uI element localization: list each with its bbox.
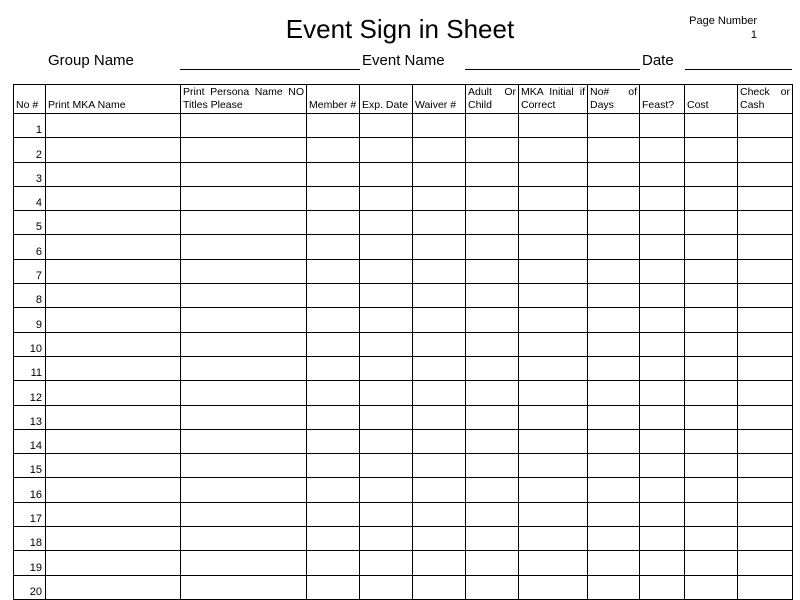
entry-cell[interactable] <box>466 114 519 138</box>
entry-cell[interactable] <box>738 332 793 356</box>
entry-cell[interactable] <box>466 454 519 478</box>
row-number: 18 <box>14 527 46 551</box>
entry-cell[interactable] <box>46 259 181 283</box>
entry-cell[interactable] <box>738 235 793 259</box>
table-row <box>14 235 793 259</box>
column-header: MKA Initial if Correct <box>519 85 588 114</box>
entry-cell[interactable] <box>46 211 181 235</box>
table-row <box>14 478 793 502</box>
entry-cell[interactable] <box>588 332 640 356</box>
entry-cell[interactable] <box>360 138 413 162</box>
entry-cell[interactable] <box>466 478 519 502</box>
entry-cell[interactable] <box>307 332 360 356</box>
entry-cell[interactable] <box>519 381 588 405</box>
entry-cell[interactable] <box>307 527 360 551</box>
event-name-label: Event Name <box>362 52 445 69</box>
table-row <box>14 527 793 551</box>
entry-cell[interactable] <box>588 502 640 526</box>
table-row <box>14 429 793 453</box>
column-header: No# of Days <box>588 85 640 114</box>
table-row <box>14 186 793 210</box>
row-number: 2 <box>14 138 46 162</box>
entry-cell[interactable] <box>685 478 738 502</box>
entry-cell[interactable] <box>413 356 466 380</box>
row-number: 11 <box>14 356 46 380</box>
entry-cell[interactable] <box>588 114 640 138</box>
entry-cell[interactable] <box>360 429 413 453</box>
entry-cell[interactable] <box>181 429 307 453</box>
row-number: 8 <box>14 284 46 308</box>
entry-cell[interactable] <box>181 186 307 210</box>
entry-cell[interactable] <box>466 259 519 283</box>
entry-cell[interactable] <box>413 308 466 332</box>
entry-cell[interactable] <box>360 186 413 210</box>
entry-cell[interactable] <box>588 308 640 332</box>
entry-cell[interactable] <box>46 454 181 478</box>
entry-cell[interactable] <box>466 211 519 235</box>
entry-cell[interactable] <box>360 284 413 308</box>
entry-cell[interactable] <box>588 575 640 599</box>
entry-cell[interactable] <box>413 211 466 235</box>
entry-cell[interactable] <box>360 356 413 380</box>
entry-cell[interactable] <box>685 162 738 186</box>
entry-cell[interactable] <box>685 186 738 210</box>
entry-cell[interactable] <box>307 551 360 575</box>
column-header: Exp. Date <box>360 85 413 114</box>
entry-cell[interactable] <box>738 162 793 186</box>
entry-cell[interactable] <box>307 211 360 235</box>
entry-cell[interactable] <box>181 454 307 478</box>
page-number-block <box>689 14 757 42</box>
entry-cell[interactable] <box>46 308 181 332</box>
row-number: 6 <box>14 235 46 259</box>
entry-cell[interactable] <box>46 162 181 186</box>
entry-cell[interactable] <box>685 356 738 380</box>
entry-cell[interactable] <box>640 454 685 478</box>
entry-cell[interactable] <box>519 575 588 599</box>
entry-cell[interactable] <box>466 186 519 210</box>
row-number: 10 <box>14 332 46 356</box>
entry-cell[interactable] <box>46 429 181 453</box>
entry-cell[interactable] <box>360 454 413 478</box>
entry-cell[interactable] <box>640 211 685 235</box>
column-header: Waiver # <box>413 85 466 114</box>
entry-cell[interactable] <box>738 575 793 599</box>
entry-cell[interactable] <box>46 502 181 526</box>
entry-cell[interactable] <box>519 162 588 186</box>
entry-cell[interactable] <box>46 405 181 429</box>
entry-cell[interactable] <box>738 211 793 235</box>
column-header: Print Persona Name NO Titles Please <box>181 85 307 114</box>
entry-cell[interactable] <box>360 235 413 259</box>
entry-cell[interactable] <box>466 162 519 186</box>
row-number: 1 <box>14 114 46 138</box>
entry-cell[interactable] <box>181 284 307 308</box>
entry-cell[interactable] <box>519 308 588 332</box>
entry-cell[interactable] <box>738 259 793 283</box>
table-header-row <box>14 85 793 114</box>
entry-cell[interactable] <box>640 259 685 283</box>
entry-cell[interactable] <box>413 284 466 308</box>
table-row <box>14 284 793 308</box>
row-number: 12 <box>14 381 46 405</box>
entry-cell[interactable] <box>307 478 360 502</box>
entry-cell[interactable] <box>588 551 640 575</box>
event-info-row <box>0 50 800 74</box>
row-number: 9 <box>14 308 46 332</box>
entry-cell[interactable] <box>413 527 466 551</box>
entry-cell[interactable] <box>685 138 738 162</box>
date-field[interactable] <box>685 69 792 70</box>
entry-cell[interactable] <box>685 381 738 405</box>
entry-cell[interactable] <box>46 114 181 138</box>
entry-cell[interactable] <box>640 308 685 332</box>
row-number: 17 <box>14 502 46 526</box>
entry-cell[interactable] <box>181 308 307 332</box>
row-number: 13 <box>14 405 46 429</box>
entry-cell[interactable] <box>738 502 793 526</box>
entry-cell[interactable] <box>588 259 640 283</box>
entry-cell[interactable] <box>466 502 519 526</box>
entry-cell[interactable] <box>685 405 738 429</box>
entry-cell[interactable] <box>181 405 307 429</box>
entry-cell[interactable] <box>466 235 519 259</box>
table-row <box>14 211 793 235</box>
entry-cell[interactable] <box>685 551 738 575</box>
entry-cell[interactable] <box>519 478 588 502</box>
entry-cell[interactable] <box>181 114 307 138</box>
entry-cell[interactable] <box>738 356 793 380</box>
entry-cell[interactable] <box>46 138 181 162</box>
column-header: No # <box>14 85 46 114</box>
entry-cell[interactable] <box>307 138 360 162</box>
entry-cell[interactable] <box>738 478 793 502</box>
entry-cell[interactable] <box>466 308 519 332</box>
entry-cell[interactable] <box>360 551 413 575</box>
entry-cell[interactable] <box>181 235 307 259</box>
row-number: 7 <box>14 259 46 283</box>
entry-cell[interactable] <box>640 235 685 259</box>
row-number: 3 <box>14 162 46 186</box>
table-row <box>14 502 793 526</box>
entry-cell[interactable] <box>360 575 413 599</box>
entry-cell[interactable] <box>46 235 181 259</box>
entry-cell[interactable] <box>640 405 685 429</box>
entry-cell[interactable] <box>181 502 307 526</box>
table-row <box>14 454 793 478</box>
entry-cell[interactable] <box>685 114 738 138</box>
entry-cell[interactable] <box>685 429 738 453</box>
entry-cell[interactable] <box>46 332 181 356</box>
entry-cell[interactable] <box>738 186 793 210</box>
entry-cell[interactable] <box>588 186 640 210</box>
entry-cell[interactable] <box>307 308 360 332</box>
entry-cell[interactable] <box>307 162 360 186</box>
entry-cell[interactable] <box>307 186 360 210</box>
entry-cell[interactable] <box>519 454 588 478</box>
entry-cell[interactable] <box>738 429 793 453</box>
entry-cell[interactable] <box>640 381 685 405</box>
entry-cell[interactable] <box>46 551 181 575</box>
column-header: Check or Cash <box>738 85 793 114</box>
entry-cell[interactable] <box>640 114 685 138</box>
entry-cell[interactable] <box>360 502 413 526</box>
column-header: Cost <box>685 85 738 114</box>
entry-cell[interactable] <box>46 356 181 380</box>
entry-cell[interactable] <box>413 551 466 575</box>
entry-cell[interactable] <box>466 332 519 356</box>
entry-cell[interactable] <box>360 527 413 551</box>
entry-cell[interactable] <box>413 502 466 526</box>
entry-cell[interactable] <box>360 478 413 502</box>
entry-cell[interactable] <box>360 308 413 332</box>
entry-cell[interactable] <box>519 332 588 356</box>
entry-cell[interactable] <box>46 186 181 210</box>
entry-cell[interactable] <box>588 284 640 308</box>
entry-cell[interactable] <box>413 575 466 599</box>
entry-cell[interactable] <box>413 478 466 502</box>
entry-cell[interactable] <box>181 478 307 502</box>
column-header: Adult Or Child <box>466 85 519 114</box>
table-row <box>14 381 793 405</box>
entry-cell[interactable] <box>360 381 413 405</box>
entry-cell[interactable] <box>519 186 588 210</box>
entry-cell[interactable] <box>640 575 685 599</box>
entry-cell[interactable] <box>307 235 360 259</box>
entry-cell[interactable] <box>588 405 640 429</box>
entry-cell[interactable] <box>307 284 360 308</box>
table-row <box>14 162 793 186</box>
entry-cell[interactable] <box>413 114 466 138</box>
table-row <box>14 332 793 356</box>
table-row <box>14 308 793 332</box>
entry-cell[interactable] <box>685 211 738 235</box>
entry-cell[interactable] <box>519 356 588 380</box>
entry-cell[interactable] <box>413 332 466 356</box>
entry-cell[interactable] <box>307 381 360 405</box>
sheet-title: Event Sign in Sheet <box>285 14 515 44</box>
entry-cell[interactable] <box>307 429 360 453</box>
entry-cell[interactable] <box>413 186 466 210</box>
entry-cell[interactable] <box>181 259 307 283</box>
entry-cell[interactable] <box>181 332 307 356</box>
entry-cell[interactable] <box>640 186 685 210</box>
entry-cell[interactable] <box>466 284 519 308</box>
entry-cell[interactable] <box>360 259 413 283</box>
entry-cell[interactable] <box>588 211 640 235</box>
entry-cell[interactable] <box>307 259 360 283</box>
entry-cell[interactable] <box>46 478 181 502</box>
table-row <box>14 551 793 575</box>
entry-cell[interactable] <box>519 405 588 429</box>
column-header: Print MKA Name <box>46 85 181 114</box>
entry-cell[interactable] <box>466 381 519 405</box>
entry-cell[interactable] <box>181 527 307 551</box>
entry-cell[interactable] <box>307 502 360 526</box>
entry-cell[interactable] <box>685 575 738 599</box>
entry-cell[interactable] <box>413 138 466 162</box>
entry-cell[interactable] <box>181 162 307 186</box>
entry-cell[interactable] <box>413 162 466 186</box>
table-row <box>14 405 793 429</box>
entry-cell[interactable] <box>46 284 181 308</box>
entry-cell[interactable] <box>685 235 738 259</box>
entry-cell[interactable] <box>738 405 793 429</box>
entry-cell[interactable] <box>307 575 360 599</box>
entry-cell[interactable] <box>685 308 738 332</box>
sign-in-table <box>13 84 793 600</box>
entry-cell[interactable] <box>307 114 360 138</box>
entry-cell[interactable] <box>588 381 640 405</box>
entry-cell[interactable] <box>640 502 685 526</box>
entry-cell[interactable] <box>519 551 588 575</box>
page-number-label: Page Number <box>689 15 757 27</box>
row-number: 15 <box>14 454 46 478</box>
entry-cell[interactable] <box>640 478 685 502</box>
entry-cell[interactable] <box>588 356 640 380</box>
entry-cell[interactable] <box>466 551 519 575</box>
entry-cell[interactable] <box>466 405 519 429</box>
entry-cell[interactable] <box>685 527 738 551</box>
entry-cell[interactable] <box>640 138 685 162</box>
row-number: 16 <box>14 478 46 502</box>
entry-cell[interactable] <box>413 429 466 453</box>
entry-cell[interactable] <box>640 332 685 356</box>
entry-cell[interactable] <box>360 405 413 429</box>
entry-cell[interactable] <box>181 211 307 235</box>
entry-cell[interactable] <box>640 284 685 308</box>
entry-cell[interactable] <box>46 527 181 551</box>
entry-cell[interactable] <box>738 114 793 138</box>
row-number: 20 <box>14 575 46 599</box>
entry-cell[interactable] <box>738 527 793 551</box>
table-row <box>14 138 793 162</box>
entry-cell[interactable] <box>519 502 588 526</box>
entry-cell[interactable] <box>519 138 588 162</box>
entry-cell[interactable] <box>519 114 588 138</box>
entry-cell[interactable] <box>519 235 588 259</box>
table-row <box>14 356 793 380</box>
entry-cell[interactable] <box>466 429 519 453</box>
entry-cell[interactable] <box>685 332 738 356</box>
entry-cell[interactable] <box>685 259 738 283</box>
entry-cell[interactable] <box>466 138 519 162</box>
entry-cell[interactable] <box>413 381 466 405</box>
entry-cell[interactable] <box>519 259 588 283</box>
entry-cell[interactable] <box>588 235 640 259</box>
group-name-label: Group Name <box>48 52 134 69</box>
event-name-field[interactable] <box>465 69 640 70</box>
entry-cell[interactable] <box>181 575 307 599</box>
entry-cell[interactable] <box>360 332 413 356</box>
entry-cell[interactable] <box>738 308 793 332</box>
entry-cell[interactable] <box>307 356 360 380</box>
entry-cell[interactable] <box>413 454 466 478</box>
entry-cell[interactable] <box>46 575 181 599</box>
entry-cell[interactable] <box>738 381 793 405</box>
entry-cell[interactable] <box>519 429 588 453</box>
entry-cell[interactable] <box>307 454 360 478</box>
entry-cell[interactable] <box>519 211 588 235</box>
table-row <box>14 259 793 283</box>
entry-cell[interactable] <box>640 162 685 186</box>
date-label: Date <box>642 52 674 69</box>
table-body <box>14 114 793 600</box>
row-number: 14 <box>14 429 46 453</box>
row-number: 4 <box>14 186 46 210</box>
entry-cell[interactable] <box>738 138 793 162</box>
entry-cell[interactable] <box>466 575 519 599</box>
entry-cell[interactable] <box>466 527 519 551</box>
group-name-field[interactable] <box>180 69 360 70</box>
entry-cell[interactable] <box>685 454 738 478</box>
entry-cell[interactable] <box>738 284 793 308</box>
entry-cell[interactable] <box>413 235 466 259</box>
entry-cell[interactable] <box>588 429 640 453</box>
entry-cell[interactable] <box>640 527 685 551</box>
entry-cell[interactable] <box>685 284 738 308</box>
entry-cell[interactable] <box>738 454 793 478</box>
entry-cell[interactable] <box>588 478 640 502</box>
row-number: 19 <box>14 551 46 575</box>
entry-cell[interactable] <box>466 356 519 380</box>
entry-cell[interactable] <box>685 502 738 526</box>
entry-cell[interactable] <box>588 162 640 186</box>
entry-cell[interactable] <box>738 551 793 575</box>
entry-cell[interactable] <box>181 138 307 162</box>
entry-cell[interactable] <box>640 551 685 575</box>
entry-cell[interactable] <box>360 162 413 186</box>
entry-cell[interactable] <box>588 527 640 551</box>
column-header: Feast? <box>640 85 685 114</box>
entry-cell[interactable] <box>640 429 685 453</box>
entry-cell[interactable] <box>519 527 588 551</box>
table-row <box>14 114 793 138</box>
entry-cell[interactable] <box>181 356 307 380</box>
entry-cell[interactable] <box>46 381 181 405</box>
entry-cell[interactable] <box>360 114 413 138</box>
column-header: Member # <box>307 85 360 114</box>
entry-cell[interactable] <box>519 284 588 308</box>
page-number-value: 1 <box>750 29 757 41</box>
table-row <box>14 575 793 599</box>
entry-cell[interactable] <box>307 405 360 429</box>
entry-cell[interactable] <box>413 259 466 283</box>
entry-cell[interactable] <box>360 211 413 235</box>
entry-cell[interactable] <box>640 356 685 380</box>
entry-cell[interactable] <box>181 381 307 405</box>
row-number: 5 <box>14 211 46 235</box>
entry-cell[interactable] <box>588 138 640 162</box>
entry-cell[interactable] <box>181 551 307 575</box>
entry-cell[interactable] <box>413 405 466 429</box>
entry-cell[interactable] <box>588 454 640 478</box>
